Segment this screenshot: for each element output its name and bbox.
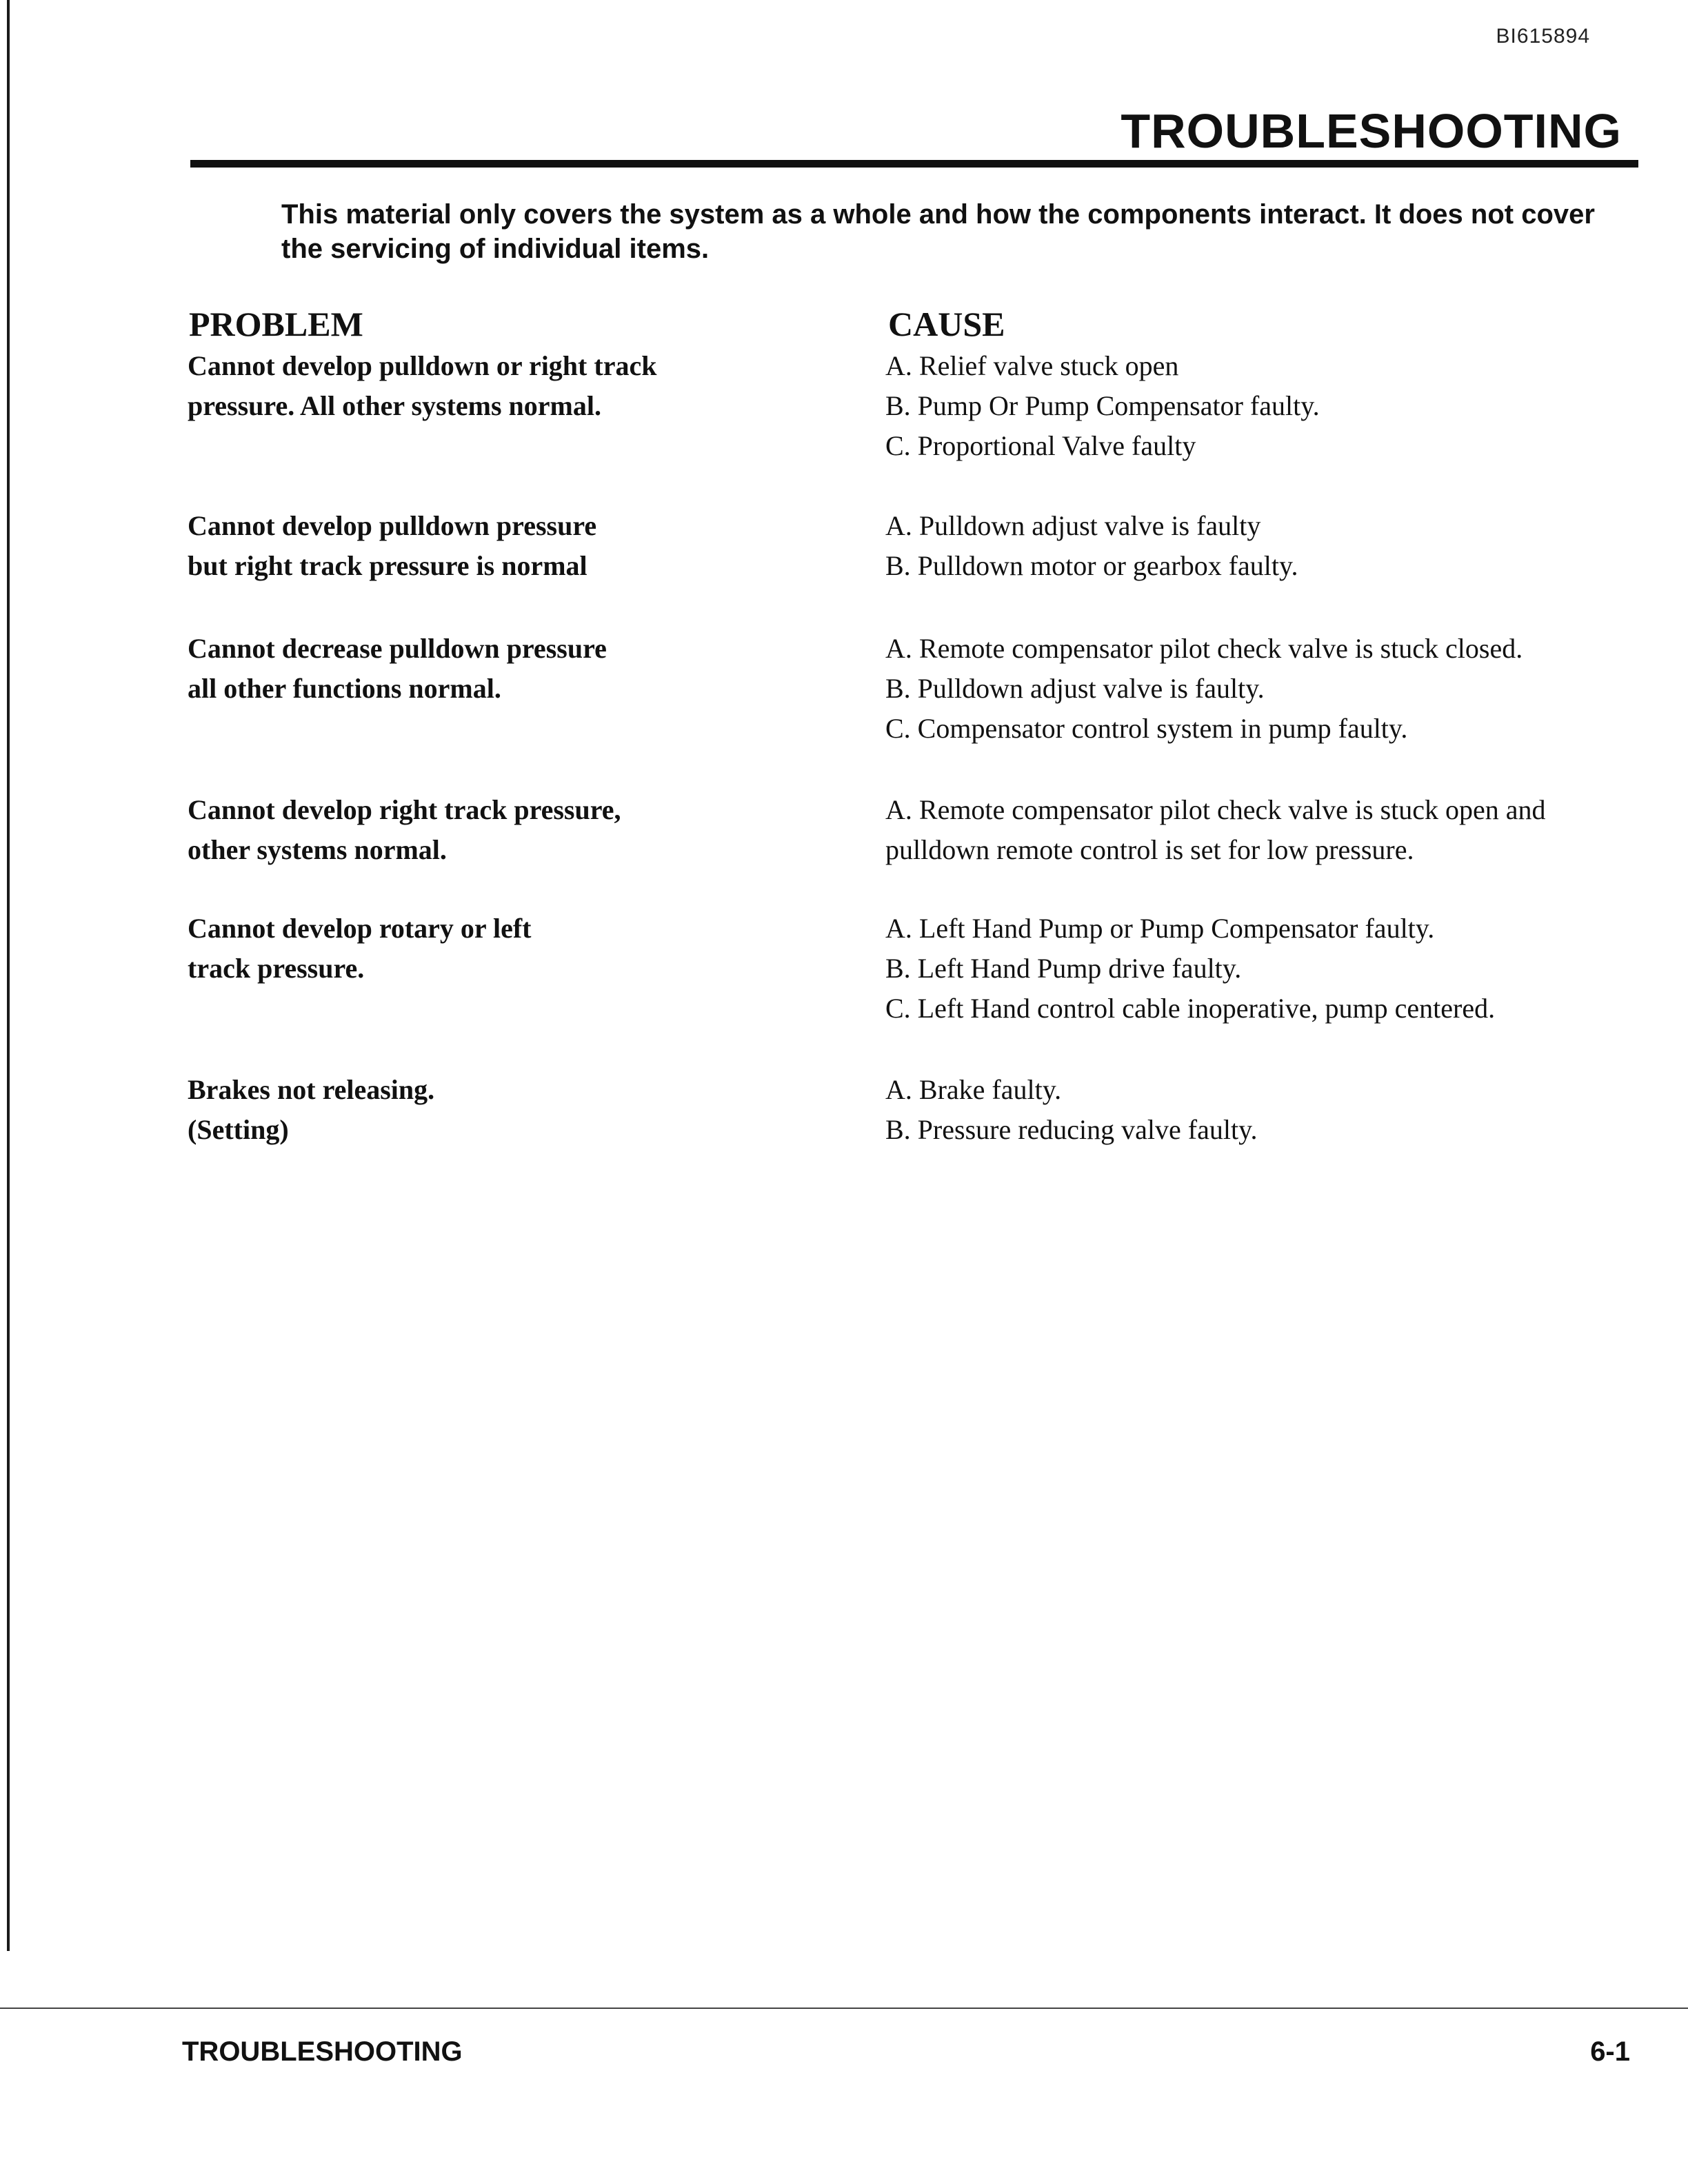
- problem-line: Cannot develop right track pressure,: [188, 794, 621, 825]
- cause-item: A. Remote compensator pilot check valve is stuck closed.: [885, 633, 1523, 664]
- problem-text: [188, 790, 781, 870]
- problem-text: [188, 909, 781, 989]
- header-rule: [190, 160, 1638, 168]
- cause-item: A. Left Hand Pump or Pump Compensator faulty.: [885, 913, 1435, 944]
- cause-item: B. Pump Or Pump Compensator faulty.: [885, 390, 1320, 421]
- problem-line: Cannot develop pulldown or right track: [188, 350, 657, 381]
- problem-text: [188, 346, 781, 426]
- problem-line: Brakes not releasing.: [188, 1074, 435, 1105]
- cause-item: A. Remote compensator pilot check valve is stuck open and: [885, 794, 1546, 825]
- cause-item: B. Pulldown adjust valve is faulty.: [885, 673, 1265, 704]
- problem-line: (Setting): [188, 1114, 289, 1145]
- problem-line: all other functions normal.: [188, 673, 501, 704]
- problem-line: other systems normal.: [188, 834, 447, 865]
- page-number: 6-1: [1590, 2036, 1630, 2067]
- cause-list: [885, 1070, 1630, 1150]
- cause-item: B. Pressure reducing valve faulty.: [885, 1114, 1258, 1145]
- problem-line: Cannot develop rotary or left: [188, 913, 532, 944]
- cause-item: B. Pulldown motor or gearbox faulty.: [885, 550, 1298, 581]
- cause-item: C. Left Hand control cable inoperative, pump centered.: [885, 993, 1496, 1024]
- cause-item: C. Compensator control system in pump faulty.: [885, 713, 1408, 744]
- cause-item: B. Left Hand Pump drive faulty.: [885, 953, 1242, 984]
- problem-text: [188, 506, 781, 586]
- problem-line: track pressure.: [188, 953, 365, 984]
- page-title: TROUBLESHOOTING: [1121, 104, 1622, 158]
- cause-list: [885, 909, 1630, 1029]
- cause-item: A. Brake faulty.: [885, 1074, 1062, 1105]
- cause-item: A. Relief valve stuck open: [885, 350, 1179, 381]
- problem-line: pressure. All other systems normal.: [188, 390, 601, 421]
- problem-line: Cannot decrease pulldown pressure: [188, 633, 607, 664]
- cause-list: [885, 629, 1630, 749]
- cause-item: C. Proportional Valve faulty: [885, 430, 1196, 461]
- cause-list: [885, 346, 1630, 466]
- footer-section-title: TROUBLESHOOTING: [182, 2036, 463, 2067]
- cause-list: [885, 790, 1630, 870]
- intro-note: This material only covers the system as a whole and how the components interact. It does not cover the servicing of individual items.: [281, 199, 1595, 264]
- document-id: BI615894: [1496, 25, 1590, 48]
- problem-text: [188, 1070, 781, 1150]
- problem-text: [188, 629, 781, 709]
- problem-line: but right track pressure is normal: [188, 550, 587, 581]
- cause-item: A. Pulldown adjust valve is faulty: [885, 510, 1261, 541]
- problem-column-heading: PROBLEM: [189, 305, 363, 343]
- left-margin-rule: [7, 0, 10, 1951]
- problem-line: Cannot develop pulldown pressure: [188, 510, 597, 541]
- cause-column-heading: CAUSE: [888, 305, 1005, 343]
- cause-item: pulldown remote control is set for low pressure.: [885, 834, 1414, 865]
- footer-rule: [0, 2008, 1688, 2009]
- cause-list: [885, 506, 1630, 586]
